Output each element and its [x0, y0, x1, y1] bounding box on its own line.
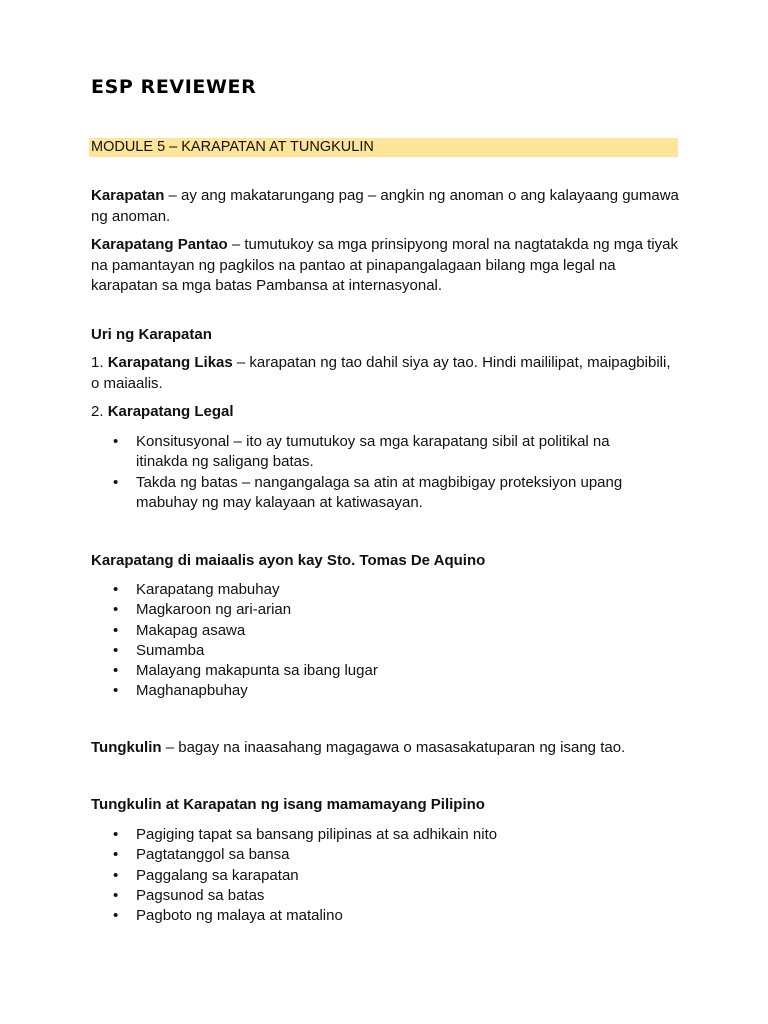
uri-item-1 — [91, 353, 681, 394]
module-heading: MODULE 5 – KARAPATAN AT TUNGKULIN — [89, 138, 678, 157]
list-item: • Pagsunod sa batas — [91, 886, 651, 906]
uri-heading: Uri ng Karapatan — [91, 326, 212, 343]
list-item: • Magkaroon ng ari-arian — [91, 600, 651, 620]
uri-1-text: – karapatan ng tao dahil siya ay tao. Hindi maililipat, maipagbibili, o maiaalis. — [91, 354, 671, 392]
uri-2-term: Karapatang Legal — [107, 403, 234, 420]
list-item: • Sumamba — [91, 641, 651, 661]
tungkulin-definition — [91, 738, 681, 759]
karapatan-term: Karapatan — [91, 187, 165, 204]
list-item: • Pagboto ng malaya at matalino — [91, 906, 651, 926]
karapatang-pantao-definition — [91, 235, 681, 297]
karapatan-text: – ay ang makatarungang pag – angkin ng anoman o ang kalayaang gumawa ng anoman. — [91, 187, 679, 225]
karapatan-definition — [91, 186, 681, 227]
list-item: • Makapag asawa — [91, 621, 651, 641]
list-item: • Konsitusyonal – ito ay tumutukoy sa mga karapatang sibil at politikal na itinakda ng saligang batas. — [91, 432, 651, 473]
tungkulin-term: Tungkulin — [91, 739, 162, 756]
uri-item-2 — [91, 402, 681, 423]
uri-1-number: 1. — [91, 354, 108, 371]
list-item: • Maghanapbuhay — [91, 681, 651, 701]
list-item: • Pagtatanggol sa bansa — [91, 845, 651, 865]
list-item: • Takda ng batas – nangangalaga sa atin at magbibigay proteksiyon upang mabuhay ng may kalayaan at katiwasayan. — [91, 473, 651, 514]
uri-1-term: Karapatang Likas — [107, 354, 233, 371]
list-item: • Malayang makapunta sa ibang lugar — [91, 661, 651, 681]
legal-list — [91, 432, 651, 513]
tungkulin-text: – bagay na inaasahang magagawa o masasakatuparan ng isang tao. — [161, 739, 626, 756]
aquino-heading: Karapatang di maiaalis ayon kay Sto. Tomas De Aquino — [91, 552, 486, 569]
karapatang-pantao-term: Karapatang Pantao — [91, 236, 228, 253]
document-title: ESP REVIEWER — [91, 76, 257, 98]
pilipino-heading: Tungkulin at Karapatan ng isang mamamayang Pilipino — [91, 796, 485, 813]
karapatang-pantao-text: – tumutukoy sa mga prinsipyong moral na nagtatakda ng mga tiyak na pamantayan ng pagkilos na pantao at pinapangalagaan bilang mga legal na karapatan sa mga batas Pambansa at internasyonal. — [91, 236, 678, 294]
list-item: • Paggalang sa karapatan — [91, 866, 651, 886]
list-item: • Karapatang mabuhay — [91, 580, 651, 600]
pilipino-list — [91, 825, 651, 926]
uri-2-number: 2. — [91, 403, 108, 420]
aquino-list — [91, 580, 651, 702]
list-item: • Pagiging tapat sa bansang pilipinas at sa adhikain nito — [91, 825, 651, 845]
